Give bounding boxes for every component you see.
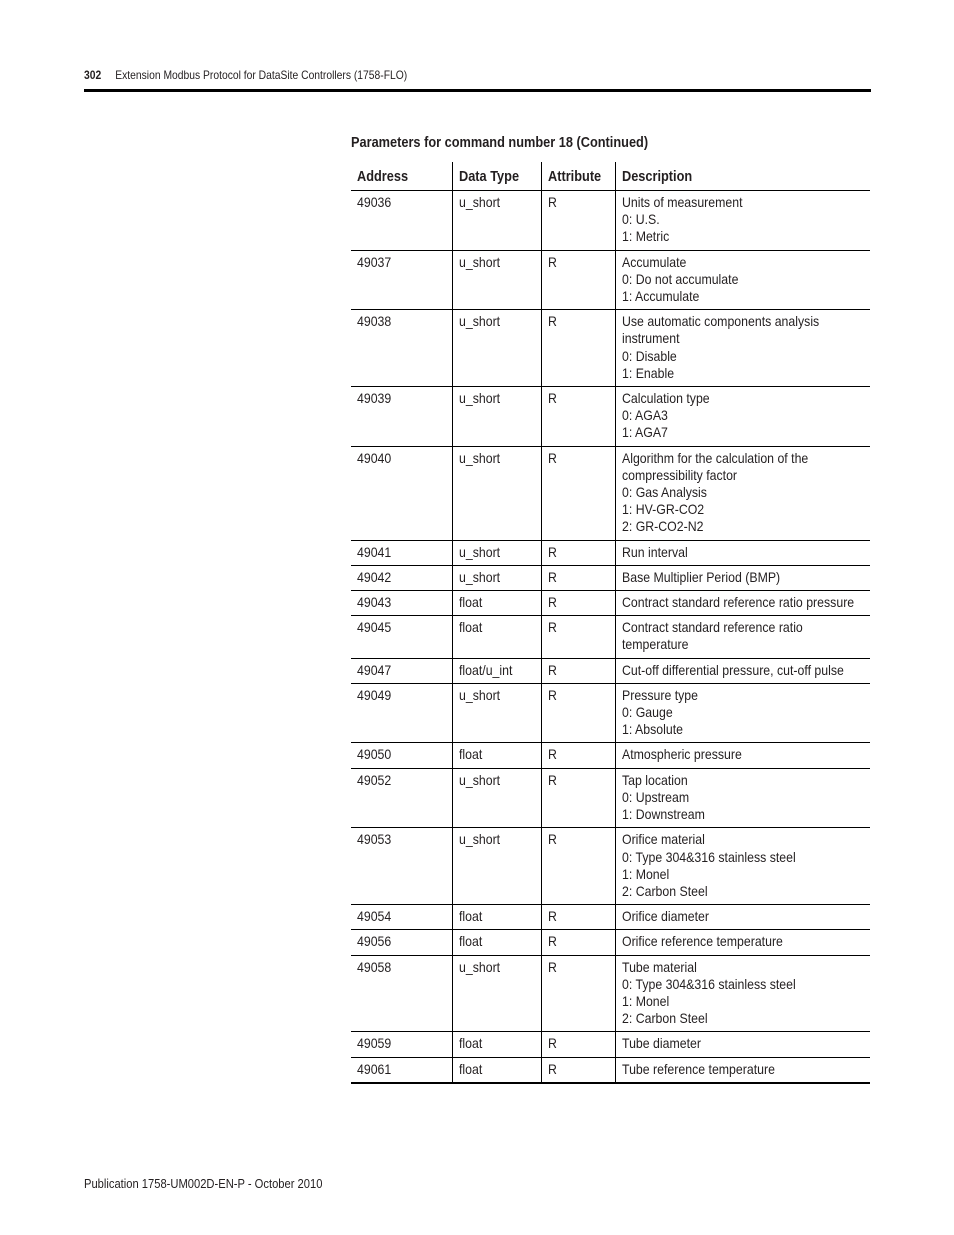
table-row: [351, 743, 870, 768]
address-cell: 49040: [351, 446, 452, 540]
description-line: 2: GR-CO2-N2: [621, 518, 703, 535]
description-line: Calculation type: [621, 390, 710, 407]
description-line: 1: AGA7: [621, 424, 668, 441]
data-type-cell: u_short: [452, 828, 541, 905]
description-cell: [615, 1032, 870, 1057]
data-type-cell: u_short: [452, 540, 541, 565]
data-type-cell: float: [452, 930, 541, 955]
description-cell: [615, 955, 870, 1032]
attribute-cell: R: [541, 768, 615, 828]
description-line: 1: Monel: [621, 865, 669, 882]
description-line: 0: Type 304&316 stainless steel: [621, 848, 796, 865]
description-cell: [615, 905, 870, 930]
parameters-table: [351, 162, 870, 1084]
attribute-cell: R: [541, 250, 615, 310]
description-cell: [615, 250, 870, 310]
description-line: Tube reference temperature: [621, 1060, 775, 1077]
table-row: [351, 387, 870, 447]
address-cell: 49058: [351, 955, 452, 1032]
table-row: [351, 905, 870, 930]
attribute-cell: R: [541, 387, 615, 447]
table-body: [351, 191, 870, 1083]
table-caption: Parameters for command number 18 (Continued): [351, 135, 649, 151]
address-cell: 49039: [351, 387, 452, 447]
description-line: temperature: [621, 636, 688, 653]
description-line: Use automatic components analysis: [621, 313, 819, 330]
address-cell: 49056: [351, 930, 452, 955]
table-row: [351, 683, 870, 743]
data-type-cell: u_short: [452, 191, 541, 251]
description-line: 0: Disable: [621, 347, 677, 364]
table-row: [351, 540, 870, 565]
description-line: 1: Monel: [621, 992, 669, 1009]
address-cell: 49047: [351, 658, 452, 683]
description-line: 0: U.S.: [621, 211, 660, 228]
address-cell: 49042: [351, 565, 452, 590]
description-line: 0: Gauge: [621, 704, 673, 721]
description-line: 0: Gas Analysis: [621, 484, 707, 501]
description-cell: [615, 683, 870, 743]
description-line: compressibility factor: [621, 466, 737, 483]
description-cell: [615, 310, 870, 387]
address-cell: 49059: [351, 1032, 452, 1057]
data-type-cell: u_short: [452, 250, 541, 310]
description-line: Accumulate: [621, 253, 686, 270]
description-line: Orifice material: [621, 831, 705, 848]
data-type-cell: float/u_int: [452, 658, 541, 683]
data-type-cell: u_short: [452, 955, 541, 1032]
data-type-cell: u_short: [452, 387, 541, 447]
table-row: [351, 446, 870, 540]
running-title: Extension Modbus Protocol for DataSite Controllers (1758-FLO): [115, 68, 408, 82]
attribute-cell: R: [541, 565, 615, 590]
description-line: 1: Downstream: [621, 806, 705, 823]
description-line: Tube material: [621, 958, 697, 975]
description-line: Pressure type: [621, 686, 698, 703]
description-cell: [615, 828, 870, 905]
table-row: [351, 828, 870, 905]
attribute-cell: R: [541, 743, 615, 768]
table-row: [351, 310, 870, 387]
description-line: 1: HV-GR-CO2: [621, 501, 704, 518]
description-cell: [615, 565, 870, 590]
description-line: 1: Absolute: [621, 721, 683, 738]
description-cell: [615, 191, 870, 251]
attribute-cell: R: [541, 310, 615, 387]
description-cell: [615, 387, 870, 447]
address-cell: 49061: [351, 1057, 452, 1083]
address-cell: 49038: [351, 310, 452, 387]
data-type-cell: float: [452, 616, 541, 658]
attribute-cell: R: [541, 930, 615, 955]
description-cell: [615, 591, 870, 616]
address-cell: 49053: [351, 828, 452, 905]
address-cell: 49050: [351, 743, 452, 768]
page-header: [84, 66, 761, 84]
description-cell: [615, 743, 870, 768]
data-type-cell: u_short: [452, 310, 541, 387]
table-row: [351, 1032, 870, 1057]
description-line: 0: Type 304&316 stainless steel: [621, 975, 796, 992]
description-line: instrument: [621, 330, 680, 347]
description-line: Contract standard reference ratio: [621, 619, 803, 636]
page-number: 302: [84, 68, 102, 82]
data-type-cell: u_short: [452, 768, 541, 828]
description-line: Base Multiplier Period (BMP): [621, 568, 780, 585]
address-cell: 49037: [351, 250, 452, 310]
address-cell: 49054: [351, 905, 452, 930]
attribute-cell: R: [541, 683, 615, 743]
description-line: 0: Do not accumulate: [621, 270, 738, 287]
table-header-row: [351, 162, 870, 191]
description-line: 2: Carbon Steel: [621, 882, 708, 899]
description-line: Orifice reference temperature: [621, 933, 783, 950]
description-line: Run interval: [621, 543, 688, 560]
attribute-cell: R: [541, 540, 615, 565]
data-type-cell: float: [452, 1032, 541, 1057]
description-cell: [615, 658, 870, 683]
header-rule: [84, 89, 871, 92]
table-row: [351, 616, 870, 658]
attribute-cell: R: [541, 616, 615, 658]
description-line: 1: Enable: [621, 364, 674, 381]
description-line: Contract standard reference ratio pressure: [621, 594, 854, 611]
attribute-cell: R: [541, 591, 615, 616]
address-cell: 49041: [351, 540, 452, 565]
address-cell: 49036: [351, 191, 452, 251]
attribute-cell: R: [541, 658, 615, 683]
attribute-cell: R: [541, 905, 615, 930]
description-line: Algorithm for the calculation of the: [621, 449, 808, 466]
page-footer: Publication 1758-UM002D-EN-P - October 2010: [84, 1176, 323, 1191]
description-line: Tap location: [621, 771, 688, 788]
address-cell: 49045: [351, 616, 452, 658]
description-line: 1: Metric: [621, 228, 669, 245]
description-line: Units of measurement: [621, 194, 743, 210]
column-header-data-type: Data Type: [452, 162, 541, 191]
attribute-cell: R: [541, 191, 615, 251]
table-row: [351, 955, 870, 1032]
table-row: [351, 565, 870, 590]
address-cell: 49043: [351, 591, 452, 616]
table-row: [351, 930, 870, 955]
column-header-attribute: Attribute: [541, 162, 615, 191]
data-type-cell: float: [452, 1057, 541, 1083]
table-row: [351, 591, 870, 616]
description-cell: [615, 540, 870, 565]
description-cell: [615, 930, 870, 955]
data-type-cell: u_short: [452, 683, 541, 743]
data-type-cell: u_short: [452, 565, 541, 590]
description-line: Orifice diameter: [621, 908, 709, 925]
description-cell: [615, 616, 870, 658]
data-type-cell: float: [452, 905, 541, 930]
attribute-cell: R: [541, 955, 615, 1032]
description-cell: [615, 446, 870, 540]
description-line: Cut-off differential pressure, cut-off pulse: [621, 661, 844, 678]
table-row: [351, 250, 870, 310]
table-row: [351, 768, 870, 828]
address-cell: 49049: [351, 683, 452, 743]
table-row: [351, 1057, 870, 1083]
description-line: 2: Carbon Steel: [621, 1010, 708, 1027]
table-row: [351, 658, 870, 683]
description-line: Atmospheric pressure: [621, 746, 742, 763]
column-header-description: Description: [615, 162, 870, 191]
description-line: 1: Accumulate: [621, 288, 699, 305]
data-type-cell: u_short: [452, 446, 541, 540]
address-cell: 49052: [351, 768, 452, 828]
description-line: 0: AGA3: [621, 407, 668, 424]
description-cell: [615, 768, 870, 828]
data-type-cell: float: [452, 743, 541, 768]
description-line: 0: Upstream: [621, 788, 689, 805]
column-header-address: Address: [351, 162, 452, 191]
data-type-cell: float: [452, 591, 541, 616]
attribute-cell: R: [541, 1057, 615, 1083]
description-line: Tube diameter: [621, 1035, 701, 1052]
attribute-cell: R: [541, 1032, 615, 1057]
attribute-cell: R: [541, 446, 615, 540]
table-row: [351, 191, 870, 251]
attribute-cell: R: [541, 828, 615, 905]
description-cell: [615, 1057, 870, 1083]
